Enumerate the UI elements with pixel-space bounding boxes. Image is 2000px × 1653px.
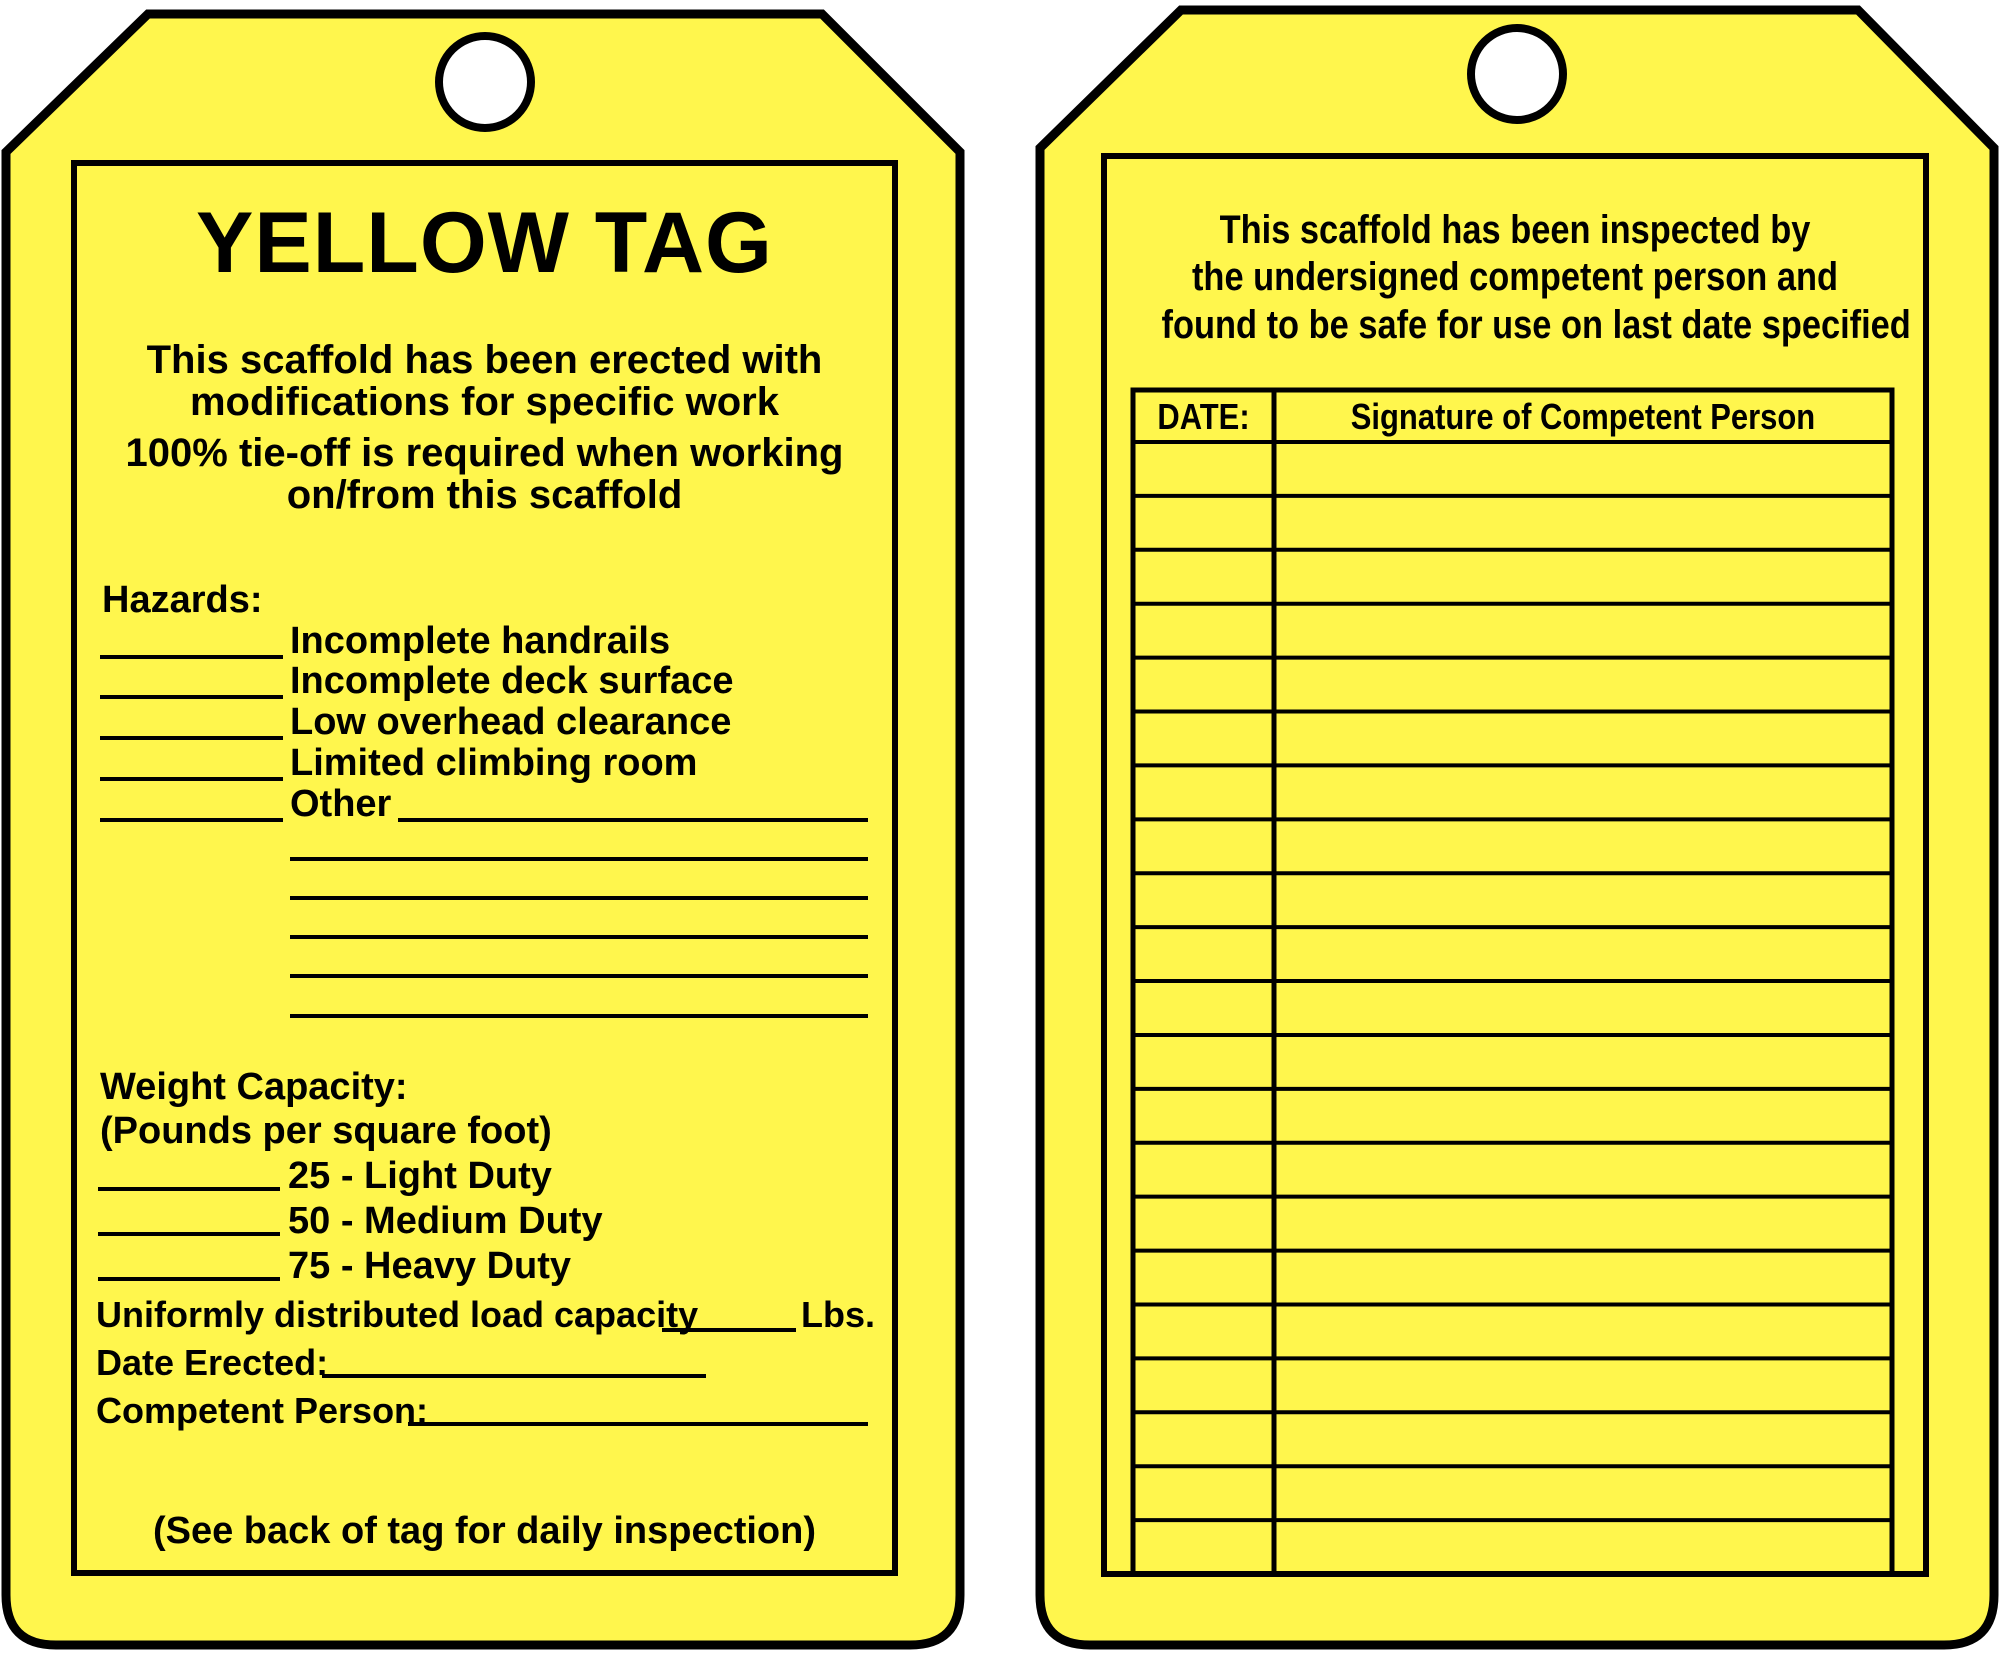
table-header-signature: Signature of Competent Person bbox=[1350, 396, 1816, 437]
signature-cell[interactable] bbox=[1277, 768, 1889, 816]
weight-checkbox-line[interactable] bbox=[98, 1277, 280, 1281]
weight-item-light: 25 - Light Duty bbox=[288, 1155, 552, 1197]
date-cell[interactable] bbox=[1136, 607, 1271, 655]
competent-person-field[interactable] bbox=[408, 1422, 868, 1426]
front-line-2: modifications for specific work bbox=[189, 380, 779, 424]
udl-field[interactable] bbox=[662, 1328, 796, 1332]
signature-cell[interactable] bbox=[1277, 607, 1889, 655]
hazard-item-incomplete-handrails: Incomplete handrails bbox=[290, 620, 671, 662]
udl-unit: Lbs. bbox=[801, 1294, 876, 1335]
hazard-checkbox-line[interactable] bbox=[100, 818, 283, 822]
date-erected-label: Date Erected: bbox=[96, 1342, 329, 1383]
signature-cell[interactable] bbox=[1277, 1146, 1889, 1194]
date-cell[interactable] bbox=[1136, 661, 1271, 709]
other-hazard-line[interactable] bbox=[290, 974, 868, 978]
date-cell[interactable] bbox=[1136, 1469, 1271, 1517]
hazard-checkbox-line[interactable] bbox=[100, 736, 283, 740]
back-hanging-hole bbox=[1471, 28, 1563, 120]
date-cell[interactable] bbox=[1136, 1415, 1271, 1463]
weight-capacity-label: Weight Capacity: bbox=[100, 1066, 408, 1108]
signature-cell[interactable] bbox=[1277, 1469, 1889, 1517]
other-hazard-line[interactable] bbox=[290, 935, 868, 939]
weight-capacity-sublabel: (Pounds per square foot) bbox=[100, 1110, 552, 1152]
signature-cell[interactable] bbox=[1277, 984, 1889, 1032]
date-cell[interactable] bbox=[1136, 1038, 1271, 1086]
weight-checkbox-line[interactable] bbox=[98, 1187, 280, 1191]
weight-item-heavy: 75 - Heavy Duty bbox=[288, 1245, 572, 1287]
date-cell[interactable] bbox=[1136, 1254, 1271, 1302]
other-hazard-field[interactable] bbox=[398, 818, 868, 822]
signature-cell[interactable] bbox=[1277, 930, 1889, 978]
hazard-checkbox-line[interactable] bbox=[100, 655, 283, 659]
hazard-item-incomplete-deck: Incomplete deck surface bbox=[290, 660, 734, 702]
hazard-item-low-clearance: Low overhead clearance bbox=[290, 701, 732, 743]
hazard-checkbox-line[interactable] bbox=[100, 695, 283, 699]
date-cell[interactable] bbox=[1136, 553, 1271, 601]
date-cell[interactable] bbox=[1136, 715, 1271, 763]
date-erected-field[interactable] bbox=[322, 1374, 706, 1378]
front-hanging-hole bbox=[439, 36, 531, 128]
weight-checkbox-line[interactable] bbox=[98, 1232, 280, 1236]
signature-cell[interactable] bbox=[1277, 1415, 1889, 1463]
signature-cell[interactable] bbox=[1277, 553, 1889, 601]
date-cell[interactable] bbox=[1136, 876, 1271, 924]
back-line-2: the undersigned competent person and bbox=[1191, 255, 1839, 299]
other-hazard-line[interactable] bbox=[290, 857, 868, 861]
weight-item-medium: 50 - Medium Duty bbox=[288, 1200, 603, 1242]
other-hazard-line[interactable] bbox=[290, 1014, 868, 1018]
hazard-item-other: Other bbox=[290, 783, 392, 825]
date-cell[interactable] bbox=[1136, 822, 1271, 870]
date-cell[interactable] bbox=[1136, 930, 1271, 978]
date-cell[interactable] bbox=[1136, 1146, 1271, 1194]
front-line-1: This scaffold has been erected with bbox=[146, 338, 823, 382]
signature-cell[interactable] bbox=[1277, 1361, 1889, 1409]
hazard-checkbox-line[interactable] bbox=[100, 777, 283, 781]
front-line-3: 100% tie-off is required when working bbox=[125, 431, 844, 475]
date-cell[interactable] bbox=[1136, 499, 1271, 547]
signature-cell[interactable] bbox=[1277, 499, 1889, 547]
signature-cell[interactable] bbox=[1277, 1254, 1889, 1302]
front-title: YELLOW TAG bbox=[196, 195, 773, 291]
hazards-label: Hazards: bbox=[102, 579, 263, 621]
hazard-item-limited-climbing: Limited climbing room bbox=[290, 742, 698, 784]
front-footer-note: (See back of tag for daily inspection) bbox=[152, 1510, 816, 1552]
competent-person-label: Competent Person: bbox=[96, 1390, 429, 1431]
front-line-4: on/from this scaffold bbox=[286, 473, 683, 517]
table-header-date: DATE: bbox=[1157, 396, 1250, 437]
signature-cell[interactable] bbox=[1277, 1200, 1889, 1248]
date-cell[interactable] bbox=[1136, 768, 1271, 816]
date-cell[interactable] bbox=[1136, 984, 1271, 1032]
signature-cell[interactable] bbox=[1277, 876, 1889, 924]
udl-label: Uniformly distributed load capacity bbox=[96, 1294, 699, 1335]
date-cell[interactable] bbox=[1136, 1307, 1271, 1355]
signature-cell[interactable] bbox=[1277, 1092, 1889, 1140]
back-line-3: found to be safe for use on last date specified bbox=[1161, 303, 1911, 347]
other-hazard-line[interactable] bbox=[290, 896, 868, 900]
date-cell[interactable] bbox=[1136, 1200, 1271, 1248]
date-cell[interactable] bbox=[1136, 1361, 1271, 1409]
signature-cell[interactable] bbox=[1277, 715, 1889, 763]
date-cell[interactable] bbox=[1136, 1092, 1271, 1140]
signature-cell[interactable] bbox=[1277, 1038, 1889, 1086]
signature-cell[interactable] bbox=[1277, 445, 1889, 493]
signature-cell[interactable] bbox=[1277, 661, 1889, 709]
signature-cell[interactable] bbox=[1277, 1307, 1889, 1355]
signature-cell[interactable] bbox=[1277, 1523, 1889, 1571]
signature-cell[interactable] bbox=[1277, 822, 1889, 870]
date-cell[interactable] bbox=[1136, 1523, 1271, 1571]
back-line-1: This scaffold has been inspected by bbox=[1219, 208, 1811, 252]
date-cell[interactable] bbox=[1136, 445, 1271, 493]
